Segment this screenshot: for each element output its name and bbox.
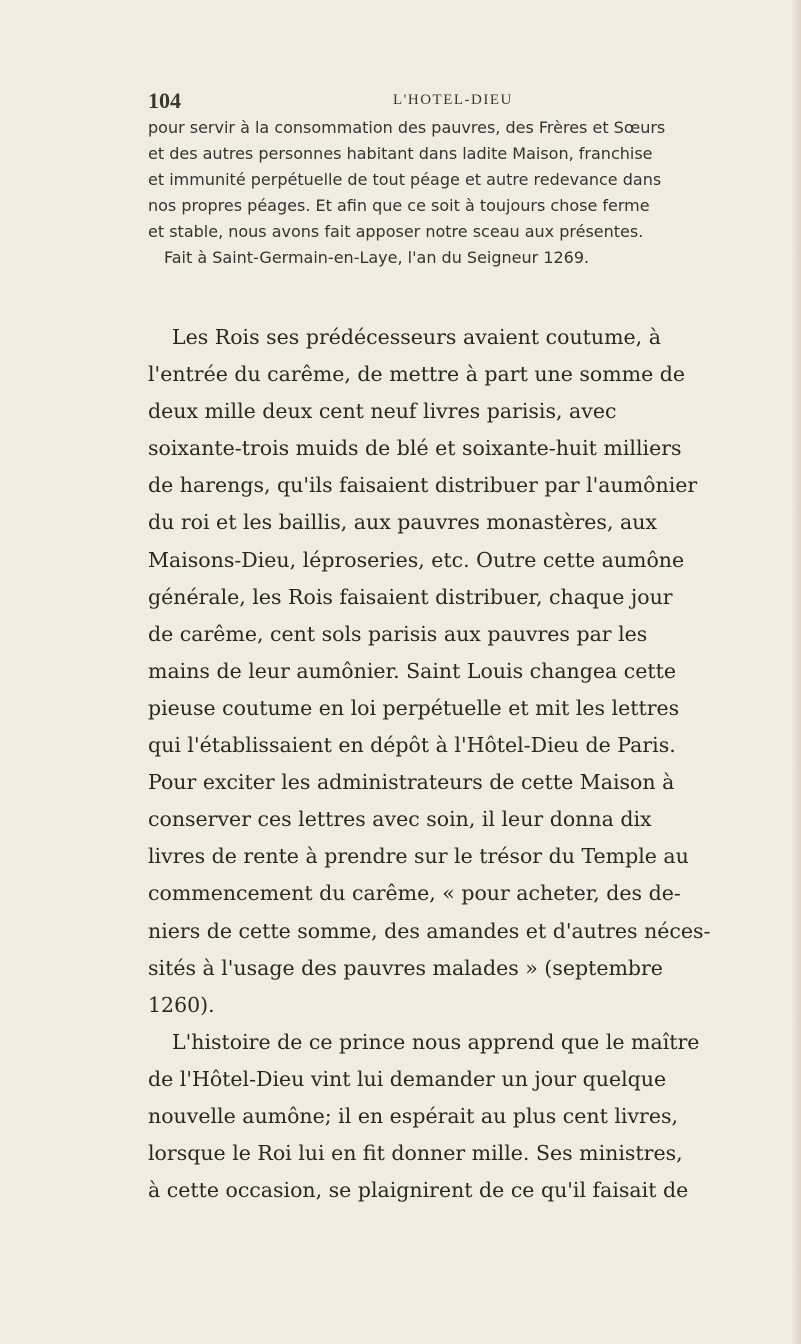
small-text-line: et stable, nous avons fait apposer notre sceau aux présentes. [148, 222, 644, 241]
body-text-line: qui l'établissaient en dépôt à l'Hôtel-Dieu de Paris. [148, 733, 676, 758]
body-text-line: lorsque le Roi lui en fit donner mille. Ses ministres, [148, 1141, 683, 1166]
body-text-line: Les Rois ses prédécesseurs avaient coutume, à [172, 325, 661, 349]
body-text-line: de carême, cent sols parisis aux pauvres par les [148, 621, 648, 646]
body-text-line: 1260). [148, 992, 215, 1017]
page-number: 104 [148, 88, 181, 113]
body-text-line: du roi et les baillis, aux pauvres monastères, aux [148, 510, 657, 535]
body-text-line: commencement du carême, « pour acheter, des de- [148, 881, 681, 906]
page-header [148, 88, 754, 118]
body-text-line: l'entrée du carême, de mettre à part une somme de [148, 362, 686, 387]
body-text-line: sités à l'usage des pauvres malades » (septembre [148, 955, 663, 980]
body-text-line: à cette occasion, se plaignirent de ce qu'il faisait de [148, 1178, 689, 1203]
body-text-line: pieuse coutume en loi perpétuelle et mit les lettres [148, 695, 680, 720]
running-head: L'HOTEL-DIEU [393, 92, 513, 108]
small-text-line: Fait à Saint-Germain-en-Laye, l'an du Seigneur 1269. [164, 248, 590, 267]
small-text-line: et immunité perpétuelle de tout péage et autre redevance dans [148, 170, 662, 189]
body-text-line: L'histoire de ce prince nous apprend que le maître [172, 1029, 700, 1054]
small-text-line: pour servir à la consommation des pauvres, des Frères et Sœurs [148, 118, 666, 137]
body-text-line: deux mille deux cent neuf livres parisis, avec [148, 399, 617, 424]
body-text-line: mains de leur aumônier. Saint Louis changea cette [148, 658, 676, 683]
body-text-line: soixante-trois muids de blé et soixante-huit milliers [148, 436, 682, 461]
body-text-line: Pour exciter les administrateurs de cette Maison à [148, 770, 675, 795]
body-text-line: nouvelle aumône; il en espérait au plus cent livres, [148, 1103, 678, 1128]
small-text-line: nos propres péages. Et afin que ce soit à toujours chose ferme [148, 196, 650, 215]
body-text-line: Maisons-Dieu, léproseries, etc. Outre cette aumône [148, 547, 685, 572]
quoted-charter-excerpt [148, 115, 760, 271]
main-body-text [148, 319, 763, 1209]
body-text-line: de l'Hôtel-Dieu vint lui demander un jour quelque [148, 1066, 667, 1091]
body-text-line: de harengs, qu'ils faisaient distribuer par l'aumônier [148, 473, 698, 498]
body-text-line: niers de cette somme, des amandes et d'autres néces- [148, 918, 711, 943]
body-text-line: générale, les Rois faisaient distribuer, chaque jour [148, 584, 673, 609]
small-text-line: et des autres personnes habitant dans ladite Maison, franchise [148, 144, 653, 163]
page-edge-shadow [791, 0, 801, 1344]
body-text-line: livres de rente à prendre sur le trésor du Temple au [148, 844, 689, 869]
body-text-line: conserver ces lettres avec soin, il leur donna dix [148, 807, 652, 832]
